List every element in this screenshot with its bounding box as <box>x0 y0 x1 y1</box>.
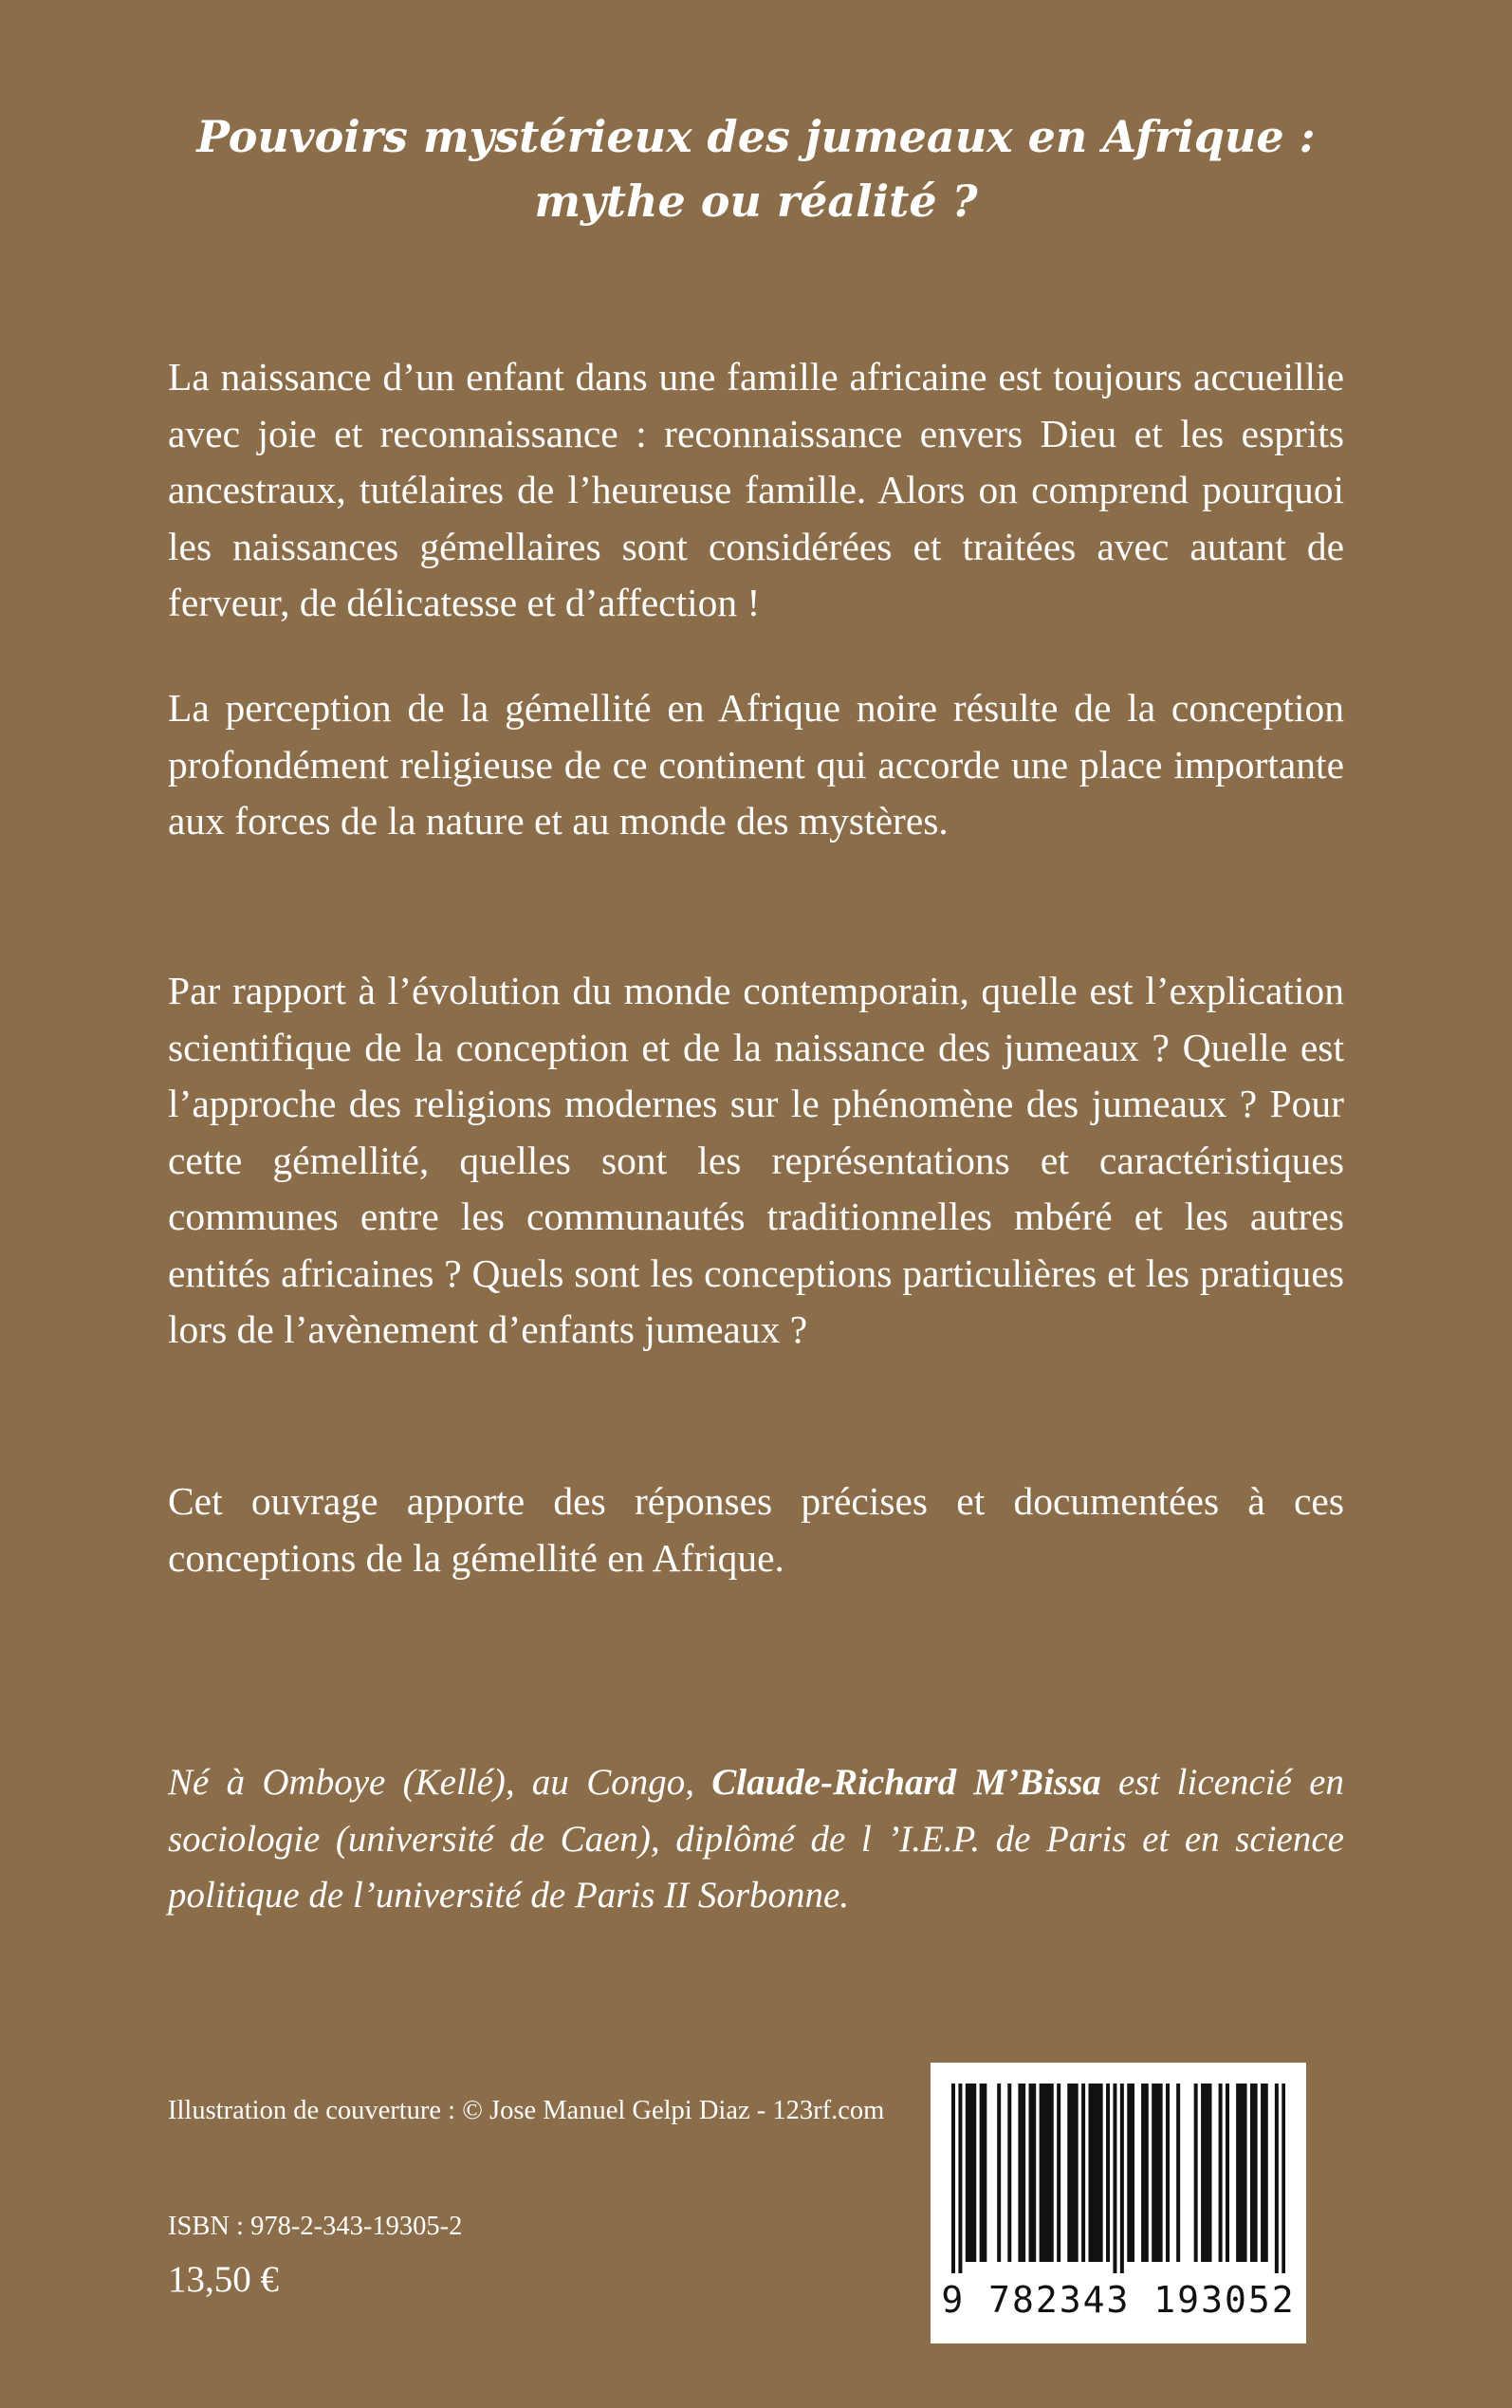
barcode-bar <box>1264 2084 1268 2262</box>
barcode-bars <box>951 2084 1285 2273</box>
barcode-bar <box>1166 2084 1170 2262</box>
barcode-bar <box>951 2084 955 2273</box>
barcode-bar <box>1092 2084 1096 2262</box>
isbn: ISBN : 978-2-343-19305-2 <box>168 2212 463 2241</box>
barcode-bar <box>1042 2084 1046 2262</box>
barcode-bar <box>1208 2084 1211 2262</box>
barcode-bar <box>1120 2084 1124 2273</box>
barcode-bar <box>1141 2084 1145 2262</box>
book-title-line-2: mythe ou réalité ? <box>534 176 978 227</box>
barcode-bar <box>1226 2084 1229 2262</box>
barcode-bar <box>1106 2084 1110 2262</box>
barcode-bar <box>1159 2084 1163 2262</box>
barcode-bar <box>958 2084 962 2273</box>
barcode-bar <box>1099 2084 1103 2262</box>
barcode-bar <box>1176 2084 1180 2262</box>
barcode-bar <box>1201 2084 1205 2262</box>
barcode-bar <box>1152 2084 1155 2262</box>
barcode-bar <box>1219 2084 1223 2262</box>
illustration-credit: Illustration de couverture : © Jose Manuel Gelpi Diaz - 123rf.com <box>168 2096 885 2125</box>
barcode-bar <box>1096 2084 1099 2262</box>
barcode-bar <box>1244 2084 1247 2262</box>
barcode-bar <box>1275 2084 1279 2273</box>
author-bio <box>168 1754 1344 1924</box>
barcode-bar <box>1254 2084 1258 2262</box>
barcode-bar <box>1040 2084 1043 2262</box>
book-title-line-1: Pouvoirs mystérieux des jumeaux en Afrique : <box>196 111 1316 162</box>
book-title <box>95 104 1417 233</box>
barcode-bar <box>1127 2084 1131 2262</box>
barcode-bar <box>1029 2084 1033 2262</box>
barcode-bar <box>1050 2084 1054 2262</box>
barcode-bar <box>1046 2084 1050 2262</box>
barcode-bar <box>1250 2084 1254 2262</box>
barcode-bar <box>1075 2084 1079 2262</box>
barcode-bar <box>1007 2084 1011 2262</box>
barcode-bar <box>1155 2084 1159 2262</box>
barcode-bar <box>1089 2084 1093 2262</box>
barcode-bar <box>1205 2084 1208 2262</box>
blurb-paragraph-1: La naissance d’un enfant dans une famille africaine est toujours accueillie avec joie et reconnaissance : reconnaissance envers Dieu et les esprits ancestraux, tutélaires de l’heureuse famille. Alors on comprend pourquoi les naissances gémellaires sont considérées et traitées avec autant de ferveur, de délicatesse et d’affection ! <box>168 355 1344 624</box>
barcode-bar <box>1131 2084 1134 2262</box>
barcode-bar <box>1240 2084 1244 2262</box>
barcode-bar <box>969 2084 973 2262</box>
blurb-paragraph-3: Par rapport à l’évolution du monde contemporain, quelle est l’explication scientifique de la conception et de la naissance des jumeaux ? Quelle est l’approche des religions modernes sur le phénomène des jumeaux ? Pour cette gémellité, quelles sont les représentations et caractéristiques communes entre les communautés traditionnelles mbéré et les autres entités africaines ? Quels sont les conceptions particulières et les pratiques lors de l’avènement d’enfants jumeaux ? <box>168 969 1344 1351</box>
author-bio-details: est licencié en sociologie (université de Caen), diplômé de l ’I.E.P. de Paris et en science politique de l’université de Paris II Sorbonne. <box>168 1762 1344 1916</box>
barcode-bar <box>966 2084 969 2262</box>
barcode <box>931 2063 1306 2343</box>
barcode-bar <box>1032 2084 1036 2262</box>
barcode-bar <box>980 2084 984 2262</box>
barcode-bar <box>972 2084 976 2262</box>
barcode-bar <box>1194 2084 1198 2262</box>
author-bio-intro: Né à Omboye (Kellé), au Congo, <box>168 1762 712 1803</box>
barcode-bar <box>1145 2084 1149 2262</box>
barcode-bar <box>1057 2084 1060 2262</box>
barcode-bar <box>1081 2084 1085 2262</box>
barcode-bar <box>1067 2084 1071 2262</box>
barcode-bar <box>983 2084 986 2262</box>
barcode-bar <box>1236 2084 1240 2262</box>
blurb-paragraph-2: La perception de la gémellité en Afrique noire résulte de la conception profondément religieuse de ce continent qui accorde une place importante aux forces de la nature et au monde des mystères. <box>168 686 1344 843</box>
price: 13,50 € <box>168 2259 279 2300</box>
barcode-bar <box>1282 2084 1285 2273</box>
barcode-bar <box>1022 2084 1025 2262</box>
author-name: Claude-Richard M’Bissa <box>711 1762 1101 1803</box>
barcode-bar <box>997 2084 1001 2262</box>
barcode-bar <box>1071 2084 1075 2262</box>
barcode-bar <box>1018 2084 1022 2262</box>
barcode-bar <box>1261 2084 1264 2262</box>
barcode-digits: 9 782343 193052 <box>941 2279 1296 2321</box>
barcode-bar <box>1113 2084 1116 2273</box>
blurb-paragraph-4: Cet ouvrage apporte des réponses précises et documentées à ces conceptions de la gémellité en Afrique. <box>168 1479 1344 1580</box>
